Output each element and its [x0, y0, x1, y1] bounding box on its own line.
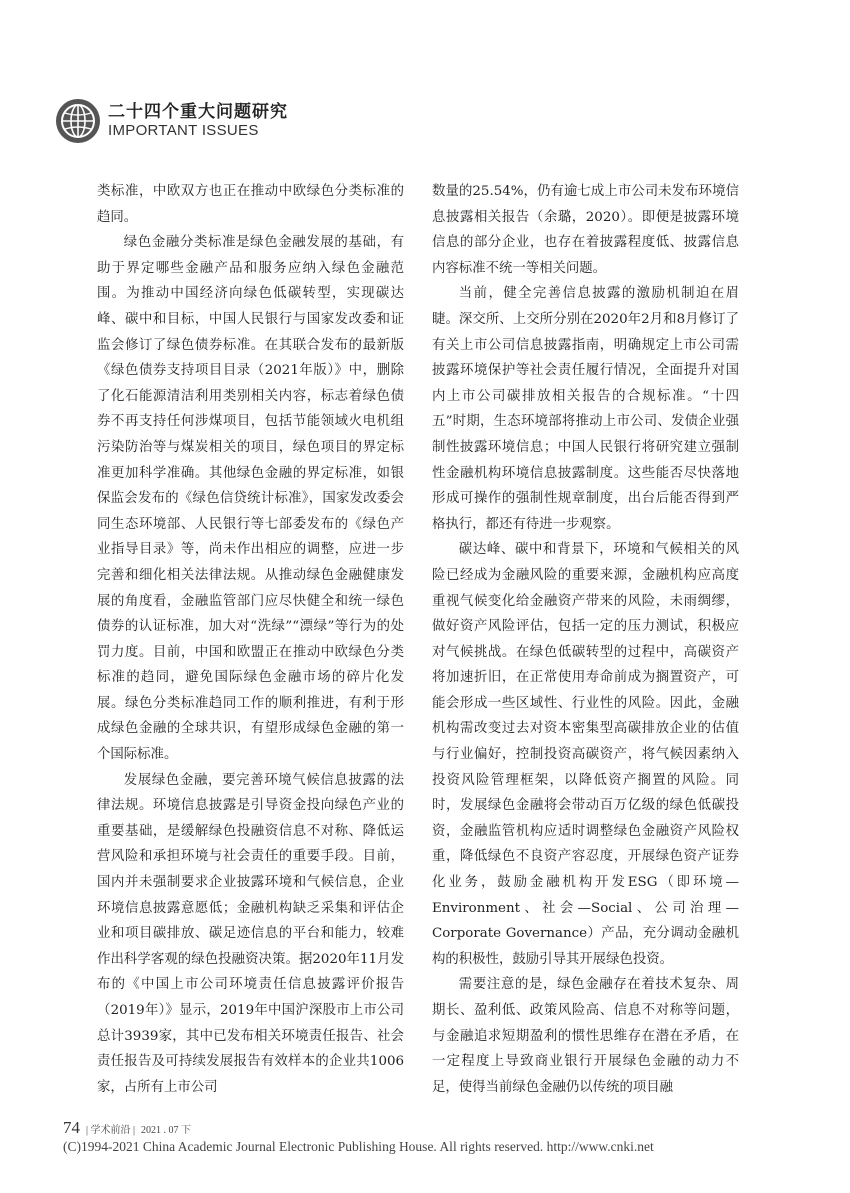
page-footer [63, 1118, 197, 1138]
journal-issue: 2021 . 07 下 [141, 1125, 192, 1136]
copyright-notice: (C)1994-2021 China Academic Journal Electronic Publishing House. All rights reserved. http://www.cnki.net [63, 1139, 654, 1154]
section-header [56, 98, 288, 144]
paragraph: 类标准，中欧双方也正在推动中欧绿色分类标准的趋同。 [97, 184, 404, 225]
paragraph: 碳达峰、碳中和背景下，环境和气候相关的风险已经成为金融风险的重要来源，金融机构应高度重视气候变化给金融资产带来的风险，未雨绸缪，做好资产风险评估，包括一定的压力测试，积极应对气候挑战。在绿色低碳转型的过程中，高碳资产将加速折旧，在正常使用寿命前成为搁置资产，可能会形成一些区域性、行业性的风险。因此，金融机构需改变过去对资本密集型高碳排放企业的估值与行业偏好，控制投资高碳资产，将气候因素纳入投资风险管理框架，以降低资产搁置的风险。同时，发展绿色金融将会带动百万亿级的绿色低碳投资，金融监管机构应适时调整绿色金融资产风险权重，降低绿色不良资产容忍度，开展绿色资产证券化业务，鼓励金融机构开发ESG（即环境—Environment、社会—Social、公司治理—Corporate Governance）产品，充分调动金融机构的积极性，鼓励引导其开展绿色投资。 [432, 542, 739, 967]
header-subtitle: IMPORTANT ISSUES [108, 122, 259, 139]
globe-icon [56, 99, 100, 143]
paragraph: 绿色金融分类标准是绿色金融发展的基础，有助于界定哪些金融产品和服务应纳入绿色金融范围。为推动中国经济向绿色低碳转型，实现碳达峰、碳中和目标，中国人民银行与国家发改委和证监会修订了绿色债券标准。在其联合发布的最新版《绿色债券支持项目目录（2021年版）》中，删除了化石能源清洁利用类别相关内容，标志着绿色债券不再支持任何涉煤项目，包括节能领域火电机组污染防治等与煤炭相关的项目，绿色项目的界定标准更加科学准确。其他绿色金融的界定标准，如银保监会发布的《绿色信贷统计标准》，国家发改委会同生态环境部、人民银行等七部委发布的《绿色产业指导目录》等，尚未作出相应的调整，应进一步完善和细化相关法律法规。从推动绿色金融健康发展的角度看，金融监管部门应尽快健全和统一绿色债券的认证标准，加大对“洗绿”“漂绿”等行为的处罚力度。目前，中国和欧盟正在推动中欧绿色分类标准的趋同，避免国际绿色金融市场的碎片化发展。绿色分类标准趋同工作的顺利推进，有利于形成绿色金融的全球共识，有望形成绿色金融的第一个国际标准。 [97, 235, 404, 763]
paragraph: 数量的25.54%，仍有逾七成上市公司未发布环境信息披露相关报告（余璐，2020）。即便是披露环境信息的部分企业，也存在着披露程度低、披露信息内容标准不统一等相关问题。 [432, 184, 739, 276]
journal-name: | 学术前沿 | [86, 1125, 136, 1136]
paragraph: 需要注意的是，绿色金融存在着技术复杂、周期长、盈利低、政策风险高、信息不对称等问题，与金融追求短期盈利的惯性思维存在潜在矛盾，在一定程度上导致商业银行开展绿色金融的动力不足，使得当前绿色金融仍以传统的项目融 [432, 977, 739, 1095]
left-column [97, 179, 404, 1100]
page-number: 74 [63, 1118, 80, 1137]
right-column [432, 179, 739, 1100]
header-title: 二十四个重大问题研究 [108, 102, 288, 122]
paragraph: 当前，健全完善信息披露的激励机制迫在眉睫。深交所、上交所分别在2020年2月和8月修订了有关上市公司信息披露指南，明确规定上市公司需披露环境保护等社会责任履行情况，全面提升对国内上市公司碳排放相关报告的合规标准。“十四五”时期，生态环境部将推动上市公司、发债企业强制性披露环境信息；中国人民银行将研究建立强制性金融机构环境信息披露制度。这些能否尽快落地形成可操作的强制性规章制度，出台后能否得到严格执行，都还有待进一步观察。 [432, 286, 739, 532]
paragraph: 发展绿色金融，要完善环境气候信息披露的法律法规。环境信息披露是引导资金投向绿色产业的重要基础，是缓解绿色投融资信息不对称、降低运营风险和承担环境与社会责任的重要手段。目前，国内并未强制要求企业披露环境和气候信息，企业环境信息披露意愿低；金融机构缺乏采集和评估企业和项目碳排放、碳足迹信息的平台和能力，较难作出科学客观的绿色投融资决策。据2020年11月发布的《中国上市公司环境责任信息披露评价报告（2019年）》显示，2019年中国沪深股市上市公司总计3939家，其中已发布相关环境责任报告、社会责任报告及可持续发展报告有效样本的企业共1006家，占所有上市公司 [97, 772, 404, 1095]
